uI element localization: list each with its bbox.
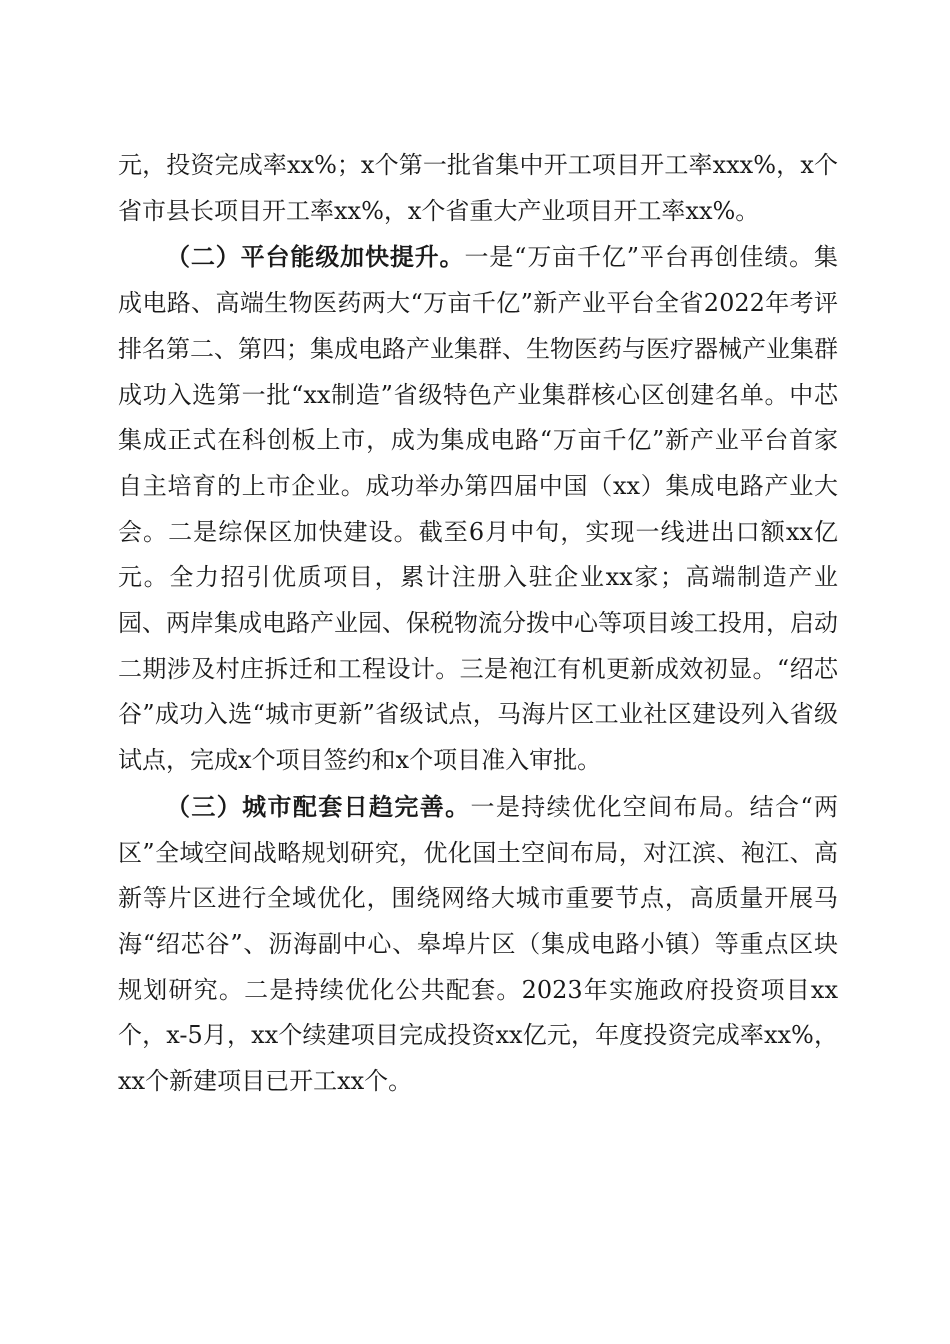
paragraph-text: 一是“万亩千亿”平台再创佳绩。集成电路、高端生物医药两大“万亩千亿”新产业平台全省2022年考评排名第二、第四；集成电路产业集群、生物医药与医疗器械产业集群成功入选第一批“xx制造”省级特色产业集群核心区创建名单。中芯集成正式在科创板上市，成为集成电路“万亩千亿”新产业平台首家自主培育的上市企业。成功举办第四届中国（xx）集成电路产业大会。二是综保区加快建设。截至6月中旬，实现一线进出口额xx亿元。全力招引优质项目，累计注册入驻企业xx家；高端制造产业园、两岸集成电路产业园、保税物流分拨中心等项目竣工投用，启动二期涉及村庄拆迁和工程设计。三是袍江有机更新成效初显。“绍芯谷”成功入选“城市更新”省级试点，马海片区工业社区建设列入省级试点，完成x个项目签约和x个项目准入审批。 bbox=[118, 243, 839, 775]
section-heading-city: （三）城市配套日趋完善。 bbox=[166, 791, 471, 821]
paragraph-platform-upgrade bbox=[118, 234, 838, 783]
document-body bbox=[118, 143, 838, 1105]
paragraph-text: 元，投资完成率xx%；x个第一批省集中开工项目开工率xxx%，x个省市县长项目开工率xx%，x个省重大产业项目开工率xx%。 bbox=[118, 151, 838, 225]
paragraph-city-facilities bbox=[118, 784, 838, 1105]
paragraph-investment-rates bbox=[118, 143, 838, 234]
section-heading-platform: （二）平台能级加快提升。 bbox=[166, 242, 465, 272]
paragraph-text: 一是持续优化空间布局。结合“两区”全域空间战略规划研究，优化国土空间布局，对江滨、袍江、高新等片区进行全域优化，围绕网络大城市重要节点，高质量开展马海“绍芯谷”、沥海副中心、皋埠片区（集成电路小镇）等重点区块规划研究。二是持续优化公共配套。2023年实施政府投资项目xx个，x-5月，xx个续建项目完成投资xx亿元，年度投资完成率xx%，xx个新建项目已开工xx个。 bbox=[118, 792, 839, 1096]
